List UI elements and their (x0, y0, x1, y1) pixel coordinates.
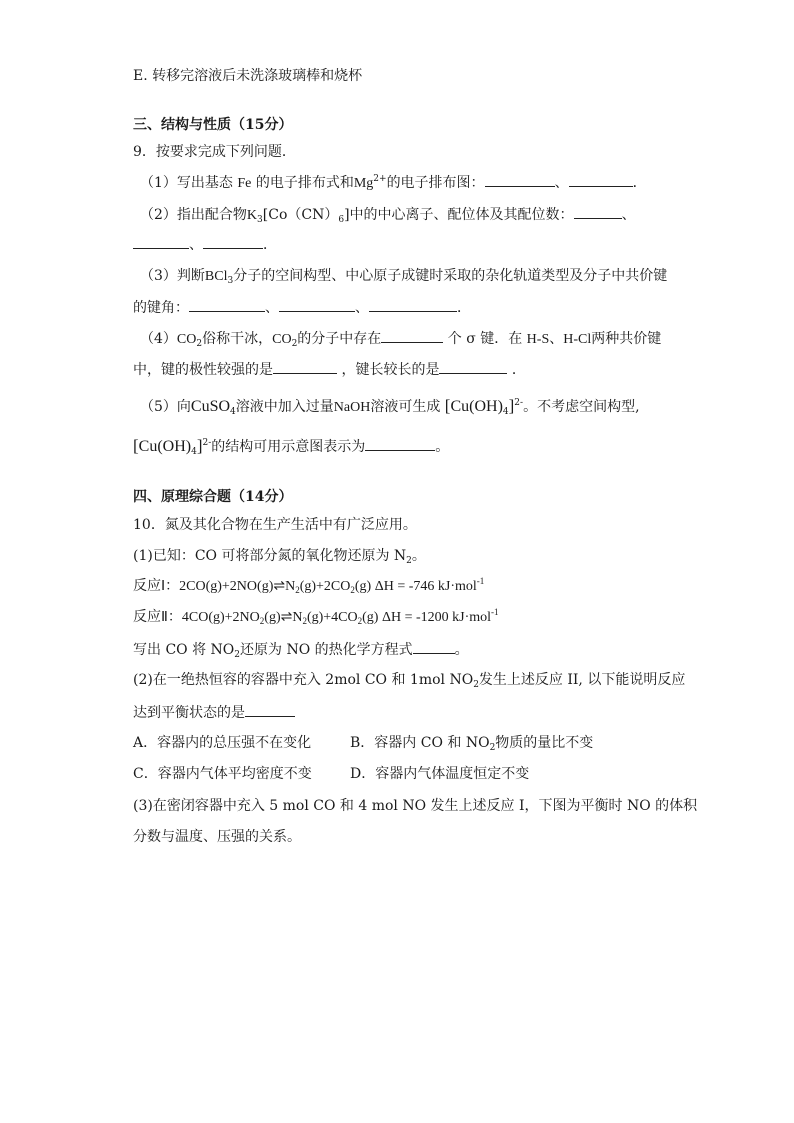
left-bracket: [ (444, 396, 451, 415)
answer-blank[interactable] (365, 436, 435, 451)
option-b[interactable]: B．容器内 CO 和 $NO_2$物质的量比不变 (350, 735, 594, 753)
answer-blank[interactable] (133, 234, 189, 249)
answer-blank[interactable] (273, 359, 337, 374)
q9-part4-line2: 中，键的极性较强的是 ，键长较长的是 ． (133, 359, 526, 380)
q9-part5: （5）向CuSO$_4$溶液中加入过量NaOH溶液可生成 $[Cu(OH)_4]^{2-}$。不考虑空间构型, (140, 396, 640, 417)
q9-part3: （3）判断BCl$_3$分子的空间构型、中心原子成键时采取的杂化轨道类型及分子中共价键 (140, 268, 668, 286)
right-bracket: ] (508, 396, 515, 415)
reaction-2: 反应Ⅱ：$4CO(g)+2NO_2(g)\rightleftharpoons N_2(g)+4CO_2(g) \Delta H = -1200$ kJ·mol$^{-1}$ (133, 607, 499, 626)
answer-blank[interactable] (279, 297, 355, 312)
answer-blank[interactable] (189, 297, 265, 312)
answer-blank[interactable] (413, 639, 455, 654)
reaction-1: 反应Ⅰ：$2CO(g)+2NO(g)\rightleftharpoons N_2(g)+2CO_2(g) \Delta H = -746$ kJ·mol$^{-1}$ (133, 576, 485, 595)
section-3-title: 三、结构与性质（15分） (133, 117, 293, 133)
q10-part3-line2: 分数与温度、压强的关系。 (133, 829, 301, 845)
option-d[interactable]: D．容器内气体温度恒定不变 (350, 766, 530, 782)
q9-part2: （2）指出配合物$K_3[Co(CN)_6]$中的中心离子、配位体及其配位数： 、 (140, 204, 636, 226)
answer-blank[interactable] (369, 297, 457, 312)
answer-blank[interactable] (574, 204, 622, 219)
answer-blank[interactable] (439, 359, 507, 374)
q9-part1: （1）写出基态 Fe 的电子排布式和$Mg^{2+}$的电子排布图： 、 ． (140, 174, 647, 191)
right-bracket: ] (196, 436, 203, 455)
q9-part2-line2: 、 ． (133, 234, 277, 255)
q9-part5-line2: $[Cu(OH)_4]^{2-}$的结构可用示意图表示为 。 (133, 436, 450, 457)
q10-task1: 写出 CO 将 $NO_2$还原为 NO 的热化学方程式 。 (133, 639, 469, 660)
q9-stem: 9．按要求完成下列问题． (133, 144, 296, 160)
answer-blank[interactable] (485, 172, 555, 187)
option-c[interactable]: C．容器内气体平均密度不变 (133, 766, 312, 782)
option-a[interactable]: A．容器内的总压强不在变化 (133, 735, 312, 751)
answer-blank[interactable] (381, 328, 443, 343)
q9-part4: $(4)CO_2$俗称干冰，$CO_2$的分子中存在 个 σ 键．在 H-S、H-Cl两种共价键 (140, 328, 661, 350)
answer-blank[interactable] (203, 234, 263, 249)
q10-part2-line2: 达到平衡状态的是 (133, 702, 295, 723)
answer-blank[interactable] (245, 702, 295, 717)
left-bracket: [ (133, 436, 139, 455)
q9-part3-line2: 的键角： 、 、 ． (133, 297, 471, 318)
q10-part2: (2)在一绝热恒容的容器中充入 2mol CO 和 1mol $NO_2$发生上述反应 II, 以下能说明反应 (133, 672, 686, 690)
q10-part3: (3)在密闭容器中充入 5 mol CO 和 4 mol NO 发生上述反应 I，下图为平衡时 NO 的体积 (133, 798, 698, 814)
q10-part1: (1)已知：CO 可将部分氮的氧化物还原为 $N_2$。 (133, 548, 426, 566)
section-4-title: 四、原理综合题（14分） (133, 489, 293, 505)
q10-stem: 10．氮及其化合物在生产生活中有广泛应用。 (133, 517, 417, 533)
q8-option-e: E. 转移完溶液后未洗涤玻璃棒和烧杯 (133, 68, 363, 84)
answer-blank[interactable] (569, 172, 633, 187)
